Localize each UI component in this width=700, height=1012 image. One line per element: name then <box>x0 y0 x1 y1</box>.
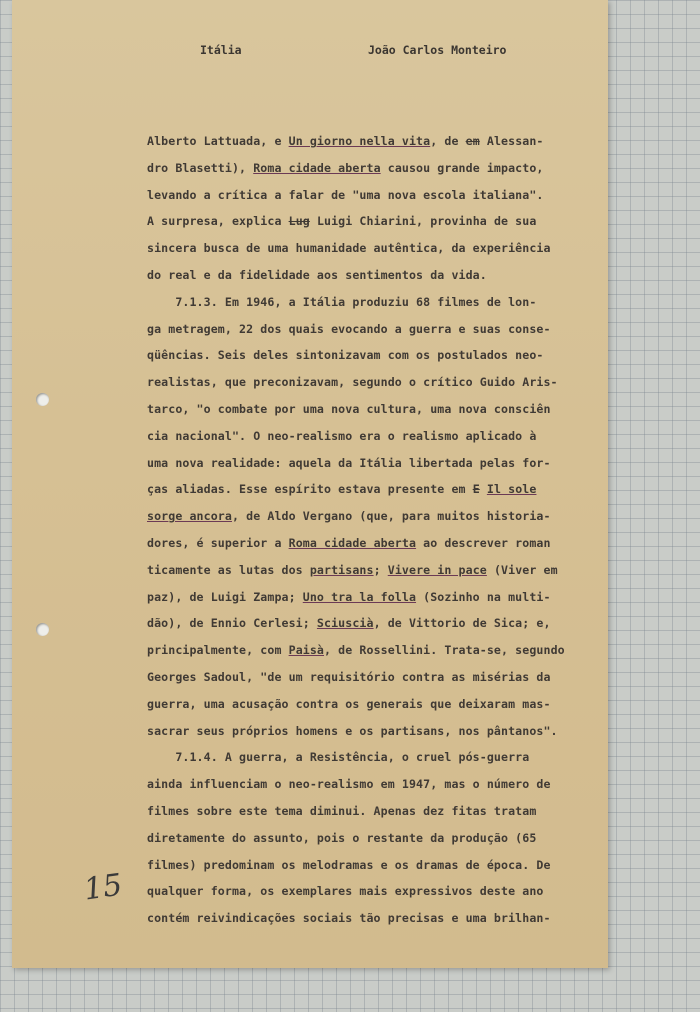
text-line <box>147 798 587 825</box>
struck-text: em <box>465 134 480 148</box>
text-segment: qualquer forma, os exemplares mais expressivos deste ano <box>147 884 544 899</box>
text-segment: Alberto Lattuada, e <box>147 134 289 148</box>
text-segment: 7.1.3. Em 1946, a Itália produziu 68 filmes de lon- <box>147 294 537 309</box>
text-segment: 7.1.4. A guerra, a Resistência, o cruel pós-guerra <box>147 750 530 765</box>
text-line <box>147 369 587 396</box>
text-segment: ças aliadas. Esse espírito estava presente em <box>147 482 473 497</box>
punch-hole-top <box>36 393 49 406</box>
text-segment: A surpresa, explica <box>147 214 289 229</box>
text-line <box>147 610 587 637</box>
text-segment: , de Vittorio de Sica; e, <box>373 616 551 631</box>
text-segment: contém reivindicações sociais tão precisas e uma brilhan- <box>147 911 551 926</box>
text-segment: qüências. Seis deles sintonizavam com os postulados neo- <box>147 348 544 363</box>
header-left: Itália <box>200 43 242 57</box>
body-text <box>147 128 587 932</box>
text-segment: ticamente as lutas dos <box>147 562 310 577</box>
struck-text: E <box>472 482 480 497</box>
text-line <box>147 852 587 879</box>
text-segment: levando a crítica a falar de "uma nova escola italiana". <box>147 187 544 202</box>
text-line <box>147 825 587 852</box>
text-line <box>147 262 587 289</box>
text-segment: filmes) predominam os melodramas e os dramas de época. De <box>147 857 551 872</box>
text-line <box>147 396 587 423</box>
underlined-title: partisans <box>309 562 374 577</box>
text-line <box>147 342 587 369</box>
text-line <box>147 155 587 182</box>
text-segment: filmes sobre este tema diminui. Apenas dez fitas tratam <box>147 803 537 818</box>
text-segment: tarco, "o combate por uma nova cultura, uma nova consciên <box>147 401 551 416</box>
text-segment: , de Rossellini. Trata-se, segundo <box>324 643 565 658</box>
text-line <box>147 664 587 691</box>
text-segment: (Sozinho na multi- <box>416 589 551 604</box>
text-line <box>147 316 587 343</box>
punch-hole-bottom <box>36 623 49 636</box>
text-segment: (Viver em <box>486 562 558 577</box>
underlined-title: Roma cidade aberta <box>288 535 417 550</box>
underlined-title: Uno tra la folla <box>302 589 417 604</box>
text-line <box>147 637 587 664</box>
text-segment: paz), de Luigi Zampa; <box>147 589 303 604</box>
text-segment: dores, é superior a <box>147 535 289 550</box>
text-segment: guerra, uma acusação contra os generais que deixaram mas- <box>147 696 551 711</box>
text-segment: , de <box>430 134 466 148</box>
text-line <box>147 450 587 477</box>
text-line <box>147 182 587 209</box>
text-segment: sincera busca de uma humanidade autêntica, da experiência <box>147 241 551 256</box>
underlined-title: sorge ancora <box>147 509 232 524</box>
text-segment: ainda influenciam o neo-realismo em 1947, mas o número de <box>147 777 551 792</box>
text-line <box>147 691 587 718</box>
text-line <box>147 584 587 611</box>
text-line <box>147 235 587 262</box>
text-segment: ao descrever roman <box>416 535 551 550</box>
struck-text: Lug <box>288 214 310 229</box>
text-line <box>147 557 587 584</box>
text-segment: uma nova realidade: aquela da Itália libertada pelas for- <box>147 455 551 470</box>
text-segment: Georges Sadoul, "de um requisitório contra as misérias da <box>147 669 551 684</box>
text-segment: dão), de Ennio Cerlesi; <box>147 616 317 631</box>
text-line <box>147 476 587 503</box>
text-segment <box>480 482 487 496</box>
text-segment: ; <box>373 562 388 577</box>
underlined-title: Roma cidade aberta <box>253 160 381 175</box>
text-line <box>147 771 587 798</box>
text-line <box>147 905 587 932</box>
header-right: João Carlos Monteiro <box>368 43 507 57</box>
underlined-title: Un giorno nella vita <box>288 134 431 148</box>
text-segment: causou grande impacto, <box>380 160 544 175</box>
text-segment: , de Aldo Vergano (que, para muitos historia- <box>231 509 551 524</box>
text-line <box>147 128 587 155</box>
underlined-title: Paisà <box>288 643 325 658</box>
text-segment: diretamente do assunto, pois o restante da produção (65 <box>147 830 537 845</box>
underlined-title: Il sole <box>486 482 537 497</box>
text-segment: principalmente, com <box>147 643 289 658</box>
text-line <box>147 530 587 557</box>
text-line <box>147 718 587 745</box>
text-segment: Alessan- <box>479 134 544 148</box>
text-segment: realistas, que preconizavam, segundo o crítico Guido Aris- <box>147 375 558 390</box>
text-line <box>147 423 587 450</box>
text-segment: cia nacional". O neo-realismo era o realismo aplicado à <box>147 428 537 443</box>
text-line <box>147 744 587 771</box>
text-segment: ga metragem, 22 dos quais evocando a guerra e suas conse- <box>147 321 551 336</box>
underlined-title: Sciuscià <box>316 616 374 631</box>
text-line <box>147 878 587 905</box>
text-line <box>147 208 587 235</box>
text-segment: Luigi Chiarini, provinha de sua <box>309 214 537 229</box>
text-segment: sacrar seus próprios homens e os partisans, nos pântanos". <box>147 723 558 738</box>
underlined-title: Vivere in pace <box>387 562 487 577</box>
text-segment: dro Blasetti), <box>147 160 254 175</box>
handwritten-page-number: 15 <box>81 867 125 908</box>
text-segment: do real e da fidelidade aos sentimentos da vida. <box>147 267 487 282</box>
text-line <box>147 289 587 316</box>
text-line <box>147 503 587 530</box>
